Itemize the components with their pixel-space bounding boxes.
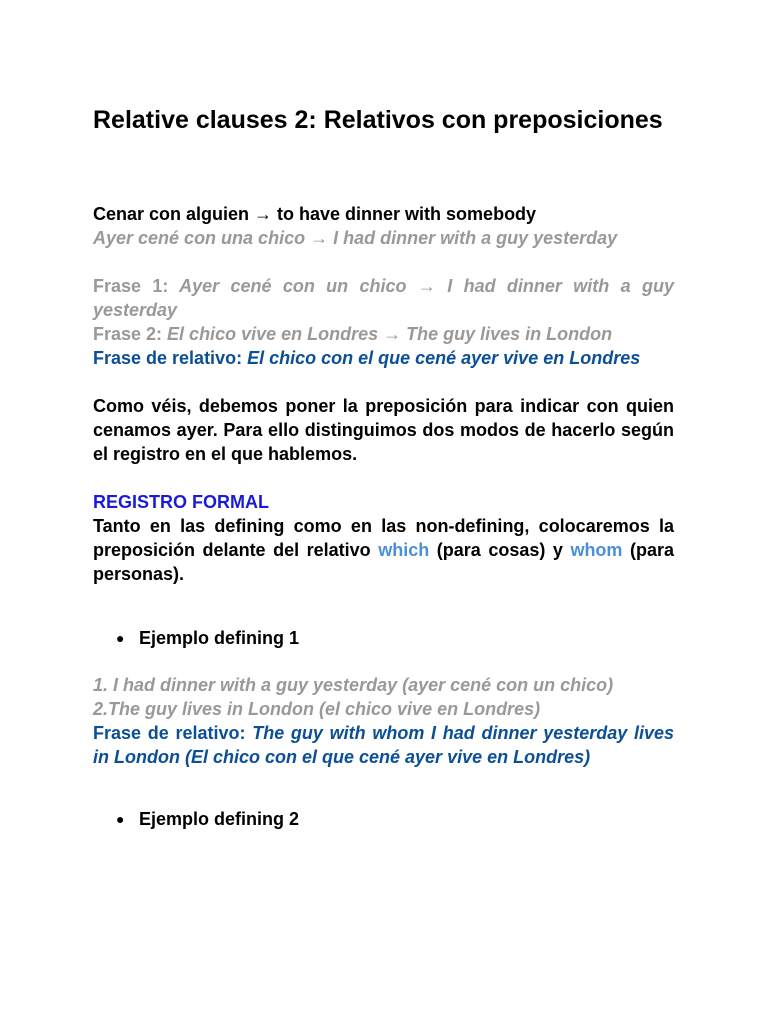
list-item-example-2 — [93, 807, 674, 831]
example-1-label: Ejemplo defining 1 — [139, 628, 300, 648]
phrase-example: Ayer cené con una chico → I had dinner with a guy yesterday — [93, 228, 618, 248]
example-1-line-1: 1. I had dinner with a guy yesterday (ayer cené con un chico) — [93, 675, 614, 695]
frase-relativo-label: Frase de relativo: — [93, 348, 243, 368]
example-1-relativo — [93, 721, 674, 769]
formal-paragraph — [93, 514, 674, 586]
formal-text-after: (para personas). — [93, 540, 674, 584]
example-2-label: Ejemplo defining 2 — [139, 809, 300, 829]
bullet-icon: ● — [116, 811, 125, 827]
spacer — [93, 137, 674, 202]
frase-1-text: Ayer cené con un chico → I had dinner with a guy yesterday — [93, 276, 674, 320]
bullet-icon: ● — [116, 630, 125, 646]
example-1-relativo-text: The guy with whom I had dinner yesterday lives in London (El chico con el que cené ayer vive en Londres) — [93, 723, 674, 767]
example-1-line-2: 2.The guy lives in London (el chico vive en Londres) — [93, 699, 541, 719]
frase-1-label: Frase 1: — [93, 276, 169, 296]
phrase-definition: Cenar con alguien → to have dinner with somebody — [93, 204, 537, 224]
spacer — [93, 370, 674, 394]
frase-2 — [93, 322, 674, 346]
spacer — [93, 250, 674, 274]
document-content — [93, 104, 674, 831]
keyword-which: which — [378, 540, 430, 560]
frase-2-label: Frase 2: — [93, 324, 163, 344]
keyword-whom: whom — [570, 540, 623, 560]
spacer — [93, 650, 674, 673]
section-heading-formal: REGISTRO FORMAL — [93, 492, 269, 512]
spacer — [93, 586, 674, 626]
frase-2-text: El chico vive en Londres → The guy lives in London — [162, 324, 613, 344]
list-item-example-1 — [93, 626, 674, 650]
formal-text-before: Tanto en las defining como en las non-defining, colocaremos la preposición delante del relativo — [93, 516, 674, 560]
explanation-paragraph: Como véis, debemos poner la preposición para indicar con quien cenamos ayer. Para ello distinguimos dos modos de hacerlo según el registro en el que hablemos. — [93, 396, 674, 464]
example-1-relativo-label: Frase de relativo: — [93, 723, 246, 743]
page-title: Relative clauses 2: Relativos con preposiciones — [93, 106, 663, 134]
spacer — [93, 466, 674, 490]
formal-text-middle: (para cosas) y — [429, 540, 571, 560]
frase-1 — [93, 274, 674, 322]
spacer — [93, 769, 674, 807]
frase-relativo-text: El chico con el que cené ayer vive en Londres — [242, 348, 641, 368]
frase-relativo — [93, 346, 674, 370]
